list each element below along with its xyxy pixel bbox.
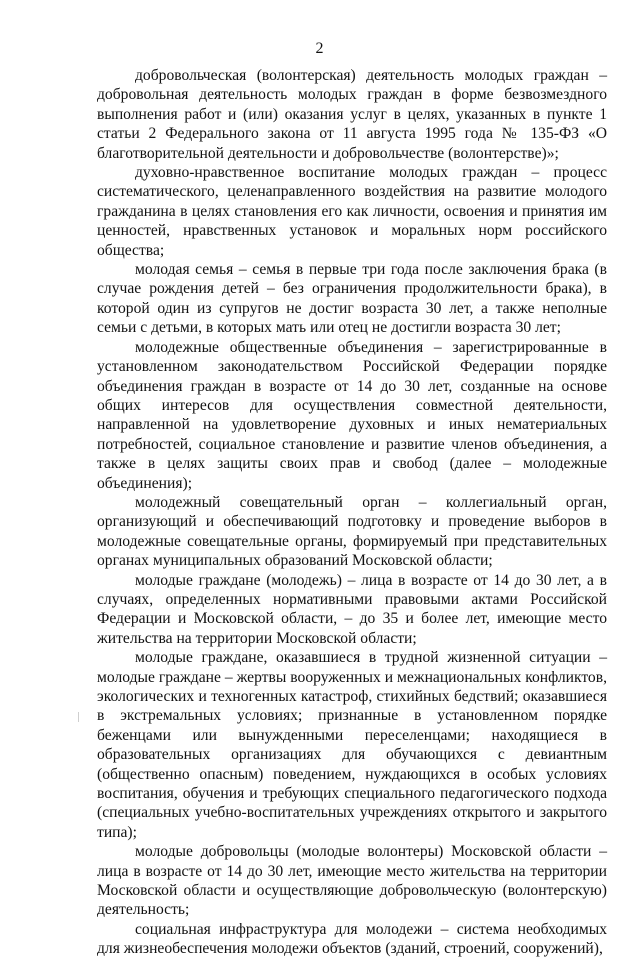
document-body [97,66,607,959]
definition-paragraph: социальная инфраструктура для молодежи – система необходимых для жизнеобеспечения молодежи объектов (зданий, строений, сооружений), [97,920,607,958]
definition-paragraph: добровольческая (волонтерская) деятельность молодых граждан – добровольная деятельность молодых граждан в форме безвозмездного выполнения работ и (или) оказания услуг в целях, указанных в пункте 1 статьи 2 Федерального закона от 11 августа 1995 года № 135-ФЗ «О благотворительной деятельности и добровольчестве (волонтерстве)»; [97,67,607,162]
definition-paragraph: молодые граждане, оказавшиеся в трудной жизненной ситуации – молодые граждане – жертвы вооруженных и межнациональных конфликтов, экологических и техногенных катастроф, стихийных бедствий; оказавшиеся в экстремальных условиях; признанные в установленном порядке беженцами или вынужденными переселенцами; находящиеся в образовательных организациях для обучающихся с девиантным (общественно опасным) поведением, нуждающихся в особых условиях воспитания, обучения и требующих специального педагогического подхода (специальных учебно-воспитательных учреждениях открытого и закрытого типа); [97,649,607,841]
definition-paragraph: молодежные общественные объединения – зарегистрированные в установленном законодательством Российской Федерации порядке объединения граждан в возрасте от 14 до 30 лет, созданные на основе общих интересов для осуществления совместной деятельности, направленной на удовлетворение духовных и иных нематериальных потребностей, социальное становление и развитие членов объединения, а также в целях защиты своих прав и свобод (далее – молодежные объединения); [97,338,607,492]
page-number: 2 [315,40,324,57]
scan-artifact-mark [78,712,79,722]
definition-paragraph: духовно-нравственное воспитание молодых граждан – процесс систематического, целенаправленного воздействия на развитие молодого гражданина в целях становления его как личности, освоения и принятия им ценностей, нравственных установок и моральных норм российского общества; [97,164,607,259]
definition-paragraph: молодая семья – семья в первые три года после заключения брака (в случае рождения детей – без ограничения продолжительности брака), в которой один из супругов не достиг возраста 30 лет, а также неполные семьи с детьми, в которых мать или отец не достигли возраста 30 лет; [97,261,607,337]
definition-paragraph: молодые граждане (молодежь) – лица в возрасте от 14 до 30 лет, а в случаях, определенных нормативными правовыми актами Российской Федерации и Московской области, – до 35 и более лет, имеющие место жительства на территории Московской области; [97,571,607,647]
definition-paragraph: молодые добровольцы (молодые волонтеры) Московской области – лица в возрасте от 14 до 30 лет, имеющие место жительства на территории Московской области и осуществляющие добровольческую (волонтерскую) деятельность; [97,843,607,919]
definition-paragraph: молодежный совещательный орган – коллегиальный орган, организующий и обеспечивающий подготовку и проведение выборов в молодежные совещательные органы, формируемый при представительных органах муниципальных образований Московской области; [97,493,607,570]
